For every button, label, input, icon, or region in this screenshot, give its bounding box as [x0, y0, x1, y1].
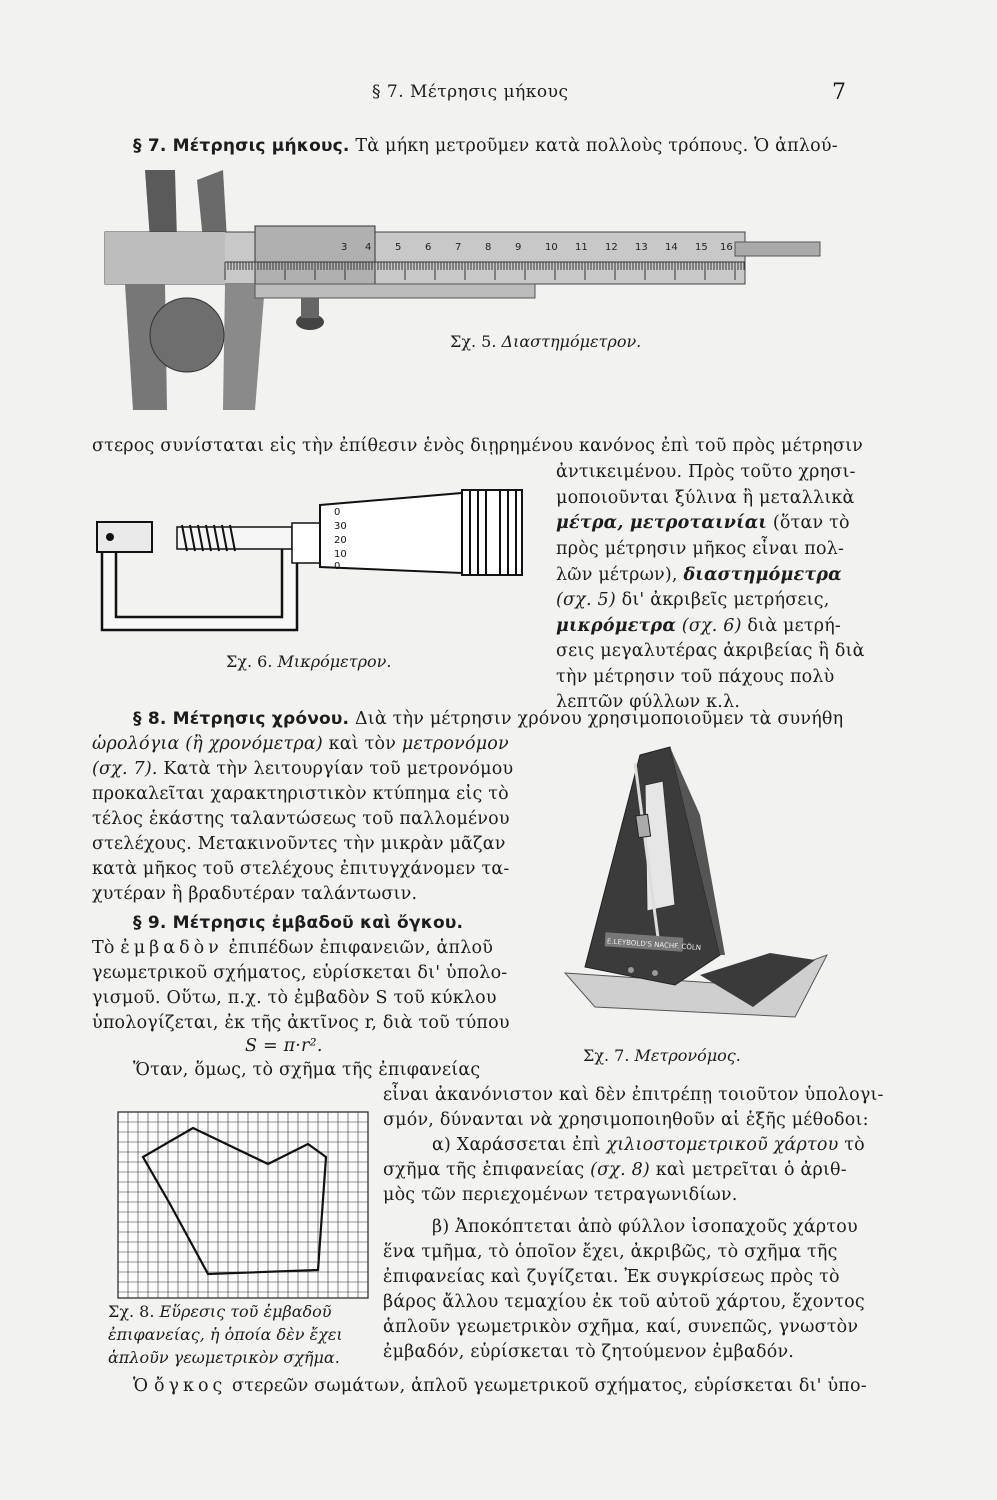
section-7-r6: (σχ. 5) δι' ἀκριβεῖς μετρήσεις, [556, 590, 830, 610]
page-number: 7 [832, 80, 846, 105]
section-9-line-4: ὑπολογίζεται, ἐκ τῆς ἀκτῖνος r, διὰ τοῦ τύπου [92, 1013, 510, 1033]
svg-text:8: 8 [485, 242, 492, 253]
section-7-r7: μικρόμετρα (σχ. 6) διὰ μετρή- [556, 616, 842, 636]
svg-text:16: 16 [720, 242, 733, 253]
svg-text:9: 9 [515, 242, 522, 253]
figure-5-caliper [105, 170, 825, 415]
method-a-line-2: σχῆμα τῆς ἐπιφανείας (σχ. 8) καὶ μετρεῖται ὁ ἀριθ- [383, 1160, 847, 1180]
svg-text:10: 10 [334, 549, 347, 560]
svg-text:6: 6 [425, 242, 432, 253]
svg-text:20: 20 [334, 535, 347, 546]
section-9-last-line: Ὁ ὄγκος στερεῶν σωμάτων, ἁπλοῦ γεωμετρικοῦ σχήματος, εὑρίσκεται δι' ὑπο- [133, 1376, 867, 1396]
method-b-line-4: βάρος ἄλλου τεμαχίου ἐκ τοῦ αὐτοῦ χάρτου, ἔχοντος [383, 1292, 865, 1312]
section-8-line-4: προκαλεῖται χαρακτηριστικὸν κτύπημα εἰς τὸ [92, 784, 509, 804]
method-b-line-1: β) Ἀποκόπτεται ἀπὸ φύλλον ἰσοπαχοῦς χάρτου [432, 1217, 858, 1237]
figure-8-grid-shape [118, 1112, 368, 1298]
svg-text:13: 13 [635, 242, 648, 253]
method-b-line-5: ἁπλοῦν γεωμετρικὸν σχῆμα, καί, συνεπῶς, γνωστὸν [383, 1317, 859, 1337]
figure-8-caption: Σχ. 8. Εὕρεσις τοῦ ἐμβαδοῦ ἐπιφανείας, ἡ ὁποία δὲν ἔχει ἁπλοῦν γεωμετρικὸν σχῆμα. [108, 1302, 343, 1367]
svg-text:10: 10 [545, 242, 558, 253]
section-8-line-1: § 8. Μέτρησις χρόνου. Διὰ τὴν μέτρησιν χρόνου χρησιμοποιοῦμεν τὰ συνήθη [133, 709, 844, 729]
svg-text:7: 7 [455, 242, 462, 253]
svg-text:5: 5 [395, 242, 402, 253]
running-header: § 7. Μέτρησις μήκους [372, 82, 569, 102]
figure-5-caption: Σχ. 5. Διαστημόμετρον. [450, 332, 642, 351]
section-8-line-6: στελέχους. Μετακινοῦντες τὴν μικρὰν μᾶζαν [92, 834, 506, 854]
svg-text:E.LEYBOLD'S NACHF. CÖLN: E.LEYBOLD'S NACHF. CÖLN [606, 937, 702, 952]
section-9-line-5: Ὅταν, ὅμως, τὸ σχῆμα τῆς ἐπιφανείας [133, 1060, 481, 1080]
svg-text:3: 3 [341, 242, 348, 253]
method-a-line-1: α) Χαράσσεται ἐπὶ χιλιοστομετρικοῦ χάρτου τὸ [432, 1135, 865, 1155]
svg-text:11: 11 [575, 242, 588, 253]
section-7-r2: μοποιοῦνται ξύλινα ἢ μεταλλικὰ [556, 488, 855, 508]
section-8-line-3: (σχ. 7). Κατὰ τὴν λειτουργίαν τοῦ μετρονόμου [92, 759, 514, 779]
figure-7-caption: Σχ. 7. Μετρονόμος. [583, 1046, 741, 1065]
section-8-line-7: κατὰ μῆκος τοῦ στελέχους ἐπιτυγχάνομεν τα- [92, 859, 510, 879]
section-7-r4: πρὸς μέτρησιν μῆκος εἶναι πολ- [556, 539, 845, 559]
section-8-line-5: τέλος ἑκάστης ταλαντώσεως τοῦ παλλομένου [92, 809, 510, 829]
section-7-r9: τὴν μέτρησιν τοῦ πάχους πολὺ [556, 667, 835, 687]
svg-text:0: 0 [334, 561, 341, 572]
method-b-line-2: ἕνα τμῆμα, τὸ ὁποῖον ἔχει, ἀκριβῶς, τὸ σχῆμα τῆς [383, 1242, 838, 1262]
figure-6-micrometer [92, 485, 532, 635]
section-8-line-8: χυτέραν ἢ βραδυτέραν ταλάντωσιν. [92, 884, 418, 904]
section-7-line-1: § 7. Μέτρησις μήκους. Τὰ μήκη μετροῦμεν κατὰ πολλοὺς τρόπους. Ὁ ἁπλού- [133, 136, 838, 156]
method-b-line-3: ἐπιφανείας καὶ ζυγίζεται. Ἐκ συγκρίσεως πρὸς τὸ [383, 1267, 840, 1287]
method-b-line-6: ἐμβαδόν, εὑρίσκεται τὸ ζητούμενον ἐμβαδόν. [383, 1342, 795, 1362]
section-7-heading: § 7. Μέτρησις μήκους. [133, 136, 350, 156]
section-9-line-3: γισμοῦ. Οὕτω, π.χ. τὸ ἐμβαδὸν S τοῦ κύκλου [92, 988, 497, 1008]
section-9-line-1: Τὸ ἐμβαδὸν ἐπιπέδων ἐπιφανειῶν, ἁπλοῦ [92, 938, 494, 958]
section-8-line-2: ὡρολόγια (ἢ χρονόμετρα) καὶ τὸν μετρονόμον [92, 734, 509, 754]
svg-text:0: 0 [334, 507, 341, 518]
svg-text:15: 15 [695, 242, 708, 253]
section-8-heading: § 8. Μέτρησις χρόνου. [133, 709, 350, 729]
svg-text:4: 4 [365, 242, 372, 253]
area-formula: S = π·r². [245, 1036, 323, 1056]
section-9-line-2: γεωμετρικοῦ σχήματος, εὑρίσκεται δι' ὑπολο- [92, 963, 508, 983]
section-7-r10: λεπτῶν φύλλων κ.λ. [556, 692, 741, 712]
section-9-line-7: σμόν, δύνανται νὰ χρησιμοποιηθοῦν αἱ ἑξῆς μέθοδοι: [383, 1110, 869, 1130]
section-9-heading: § 9. Μέτρησις ἐμβαδοῦ καὶ ὄγκου. [133, 913, 464, 933]
figure-6-caption: Σχ. 6. Μικρόμετρον. [226, 652, 392, 671]
section-9-line-6: εἶναι ἀκανόνιστον καὶ δὲν ἐπιτρέπῃ τοιοῦτον ὑπολογι- [383, 1085, 884, 1105]
svg-text:12: 12 [605, 242, 618, 253]
section-7-r3: μέτρα, μετροταινίαι (ὅταν τὸ [556, 513, 850, 533]
method-a-line-3: μὸς τῶν περιεχομένων τετραγωνιδίων. [383, 1185, 738, 1205]
figure-7-metronome [555, 745, 835, 1025]
section-7-r8: σεις μεγαλυτέρας ἀκριβείας ἢ διὰ [556, 641, 865, 661]
section-7-r5: λῶν μέτρων), διαστημόμετρα [556, 565, 842, 585]
section-7-r1: ἀντικειμένου. Πρὸς τοῦτο χρησι- [556, 462, 856, 482]
section-7-line-2: στερος συνίσταται εἰς τὴν ἐπίθεσιν ἑνὸς διῃρημένου κανόνος ἐπὶ τοῦ πρὸς μέτρησιν [92, 436, 863, 456]
svg-text:14: 14 [665, 242, 678, 253]
svg-text:30: 30 [334, 521, 347, 532]
